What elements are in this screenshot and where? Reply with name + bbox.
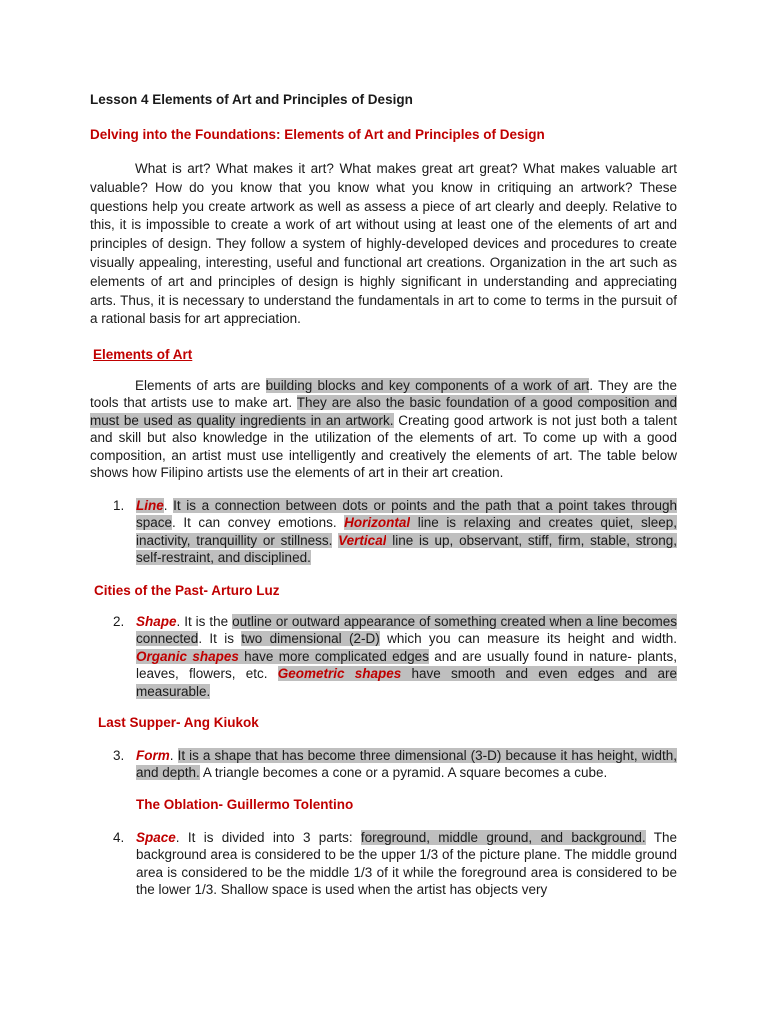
item-text: . It is divided into 3 parts: xyxy=(175,830,361,845)
elements-heading xyxy=(93,347,192,362)
item-highlight: line is relaxing and creates quiet, sleep, inactivity, tranquillity or stillness. xyxy=(136,515,677,548)
term-vertical: Vertical xyxy=(338,532,387,548)
list-item-form xyxy=(113,747,677,782)
list-item-space xyxy=(113,829,677,899)
lesson-title: Lesson 4 Elements of Art and Principles of Design xyxy=(90,92,413,107)
list-number: 4. xyxy=(113,830,125,845)
list-number: 3. xyxy=(113,748,125,763)
item-highlight: outline or outward appearance of something created when a line becomes connected xyxy=(136,614,677,647)
intro-paragraph xyxy=(90,160,677,329)
term-shape: Shape xyxy=(136,614,177,629)
item-text: . It is xyxy=(198,631,242,647)
list-item-shape xyxy=(113,613,677,700)
elements-text-2: . They are the tools that artists use to make art. xyxy=(90,378,677,411)
item-text: and are usually found in nature- plants, leaves, flowers, etc. xyxy=(136,648,678,682)
term-space: Space xyxy=(136,830,176,845)
item-highlight: It is a connection between dots or points and the path that a point takes through space xyxy=(136,498,677,531)
list-item-body xyxy=(136,829,677,899)
elements-paragraph xyxy=(90,377,677,481)
item-text: . xyxy=(169,748,178,763)
list-number: 2. xyxy=(113,614,125,629)
caption-the-oblation: The Oblation- Guillermo Tolentino xyxy=(136,797,354,812)
elements-text-3: Creating good artwork is not just both a talent and skill but also knowledge in the utilization of the elements of art. To come up with a good composition, an artist must use intelligently and creatively the elements of art. The table below shows how Filipino artists use the elements of art in their art creation. xyxy=(90,412,677,481)
item-highlight: have smooth and even edges and are measurable. xyxy=(136,666,677,699)
item-text: . It can convey emotions. xyxy=(172,515,345,531)
item-text: . It is the xyxy=(176,614,233,629)
item-highlight: line is up, observant, stiff, firm, stable, strong, self-restraint, and disciplined. xyxy=(136,532,678,566)
caption-cities-of-the-past: Cities of the Past- Arturo Luz xyxy=(94,583,280,598)
list-item-body xyxy=(136,497,677,567)
elements-text-1: Elements of arts are xyxy=(135,378,266,393)
term-geometric-shapes: Geometric shapes xyxy=(277,666,402,682)
item-highlight: foreground, middle ground, and background. xyxy=(360,830,646,845)
intro-text: What is art? What makes it art? What makes great art great? What makes valuable art valuable? How do you know that you know what you know in critiquing an artwork? These questions help you create artwork as well as assess a piece of art clearly and deeply. Relative to this, it is impossible to create a work of art without using at least one of the elements of art and principles of design. They follow a system of highly-developed devices and procedures to create visually appealing, interesting, useful and functional art creations. Organization in the art such as elements of art and principles of design is highly significant in understanding and appreciating arts. Thus, it is necessary to understand the fundamentals in art to come to terms in the pursuit of a rational basis for art appreciation. xyxy=(90,161,677,327)
list-item-line xyxy=(113,497,677,567)
list-item-body xyxy=(136,613,677,700)
item-highlight: have more complicated edges xyxy=(238,648,429,664)
list-number: 1. xyxy=(113,498,125,513)
elements-highlight-2: They are also the basic foundation of a good composition and must be used as quality ingredients in an artwork. xyxy=(90,395,678,428)
list-item-body xyxy=(136,747,677,782)
term-form: Form xyxy=(136,748,170,763)
item-text: A triangle becomes a cone or a pyramid. A square becomes a cube. xyxy=(199,765,608,781)
caption-last-supper: Last Supper- Ang Kiukok xyxy=(98,715,259,730)
elements-heading-text: Elements of Art xyxy=(93,347,193,362)
term-organic-shapes: Organic shapes xyxy=(136,648,239,664)
item-highlight: two dimensional (2-D) xyxy=(241,631,380,647)
item-text: . xyxy=(163,498,174,513)
item-text: The background area is considered to be the upper 1/3 of the picture plane. The middle ground area is considered to be the middle 1/3 of it while the foreground area is considered to be the lower 1/3. Shallow space is used when the artist has objects very xyxy=(136,830,678,898)
term-horizontal: Horizontal xyxy=(344,515,411,531)
elements-highlight-1: building blocks and key components of a work of art xyxy=(265,378,590,393)
item-highlight: It is a shape that has become three dimensional (3-D) because it has height, width, and depth. xyxy=(136,748,677,781)
section-subtitle: Delving into the Foundations: Elements of Art and Principles of Design xyxy=(90,127,545,142)
term-line: Line xyxy=(136,498,164,513)
item-text: which you can measure its height and width. xyxy=(379,631,677,647)
